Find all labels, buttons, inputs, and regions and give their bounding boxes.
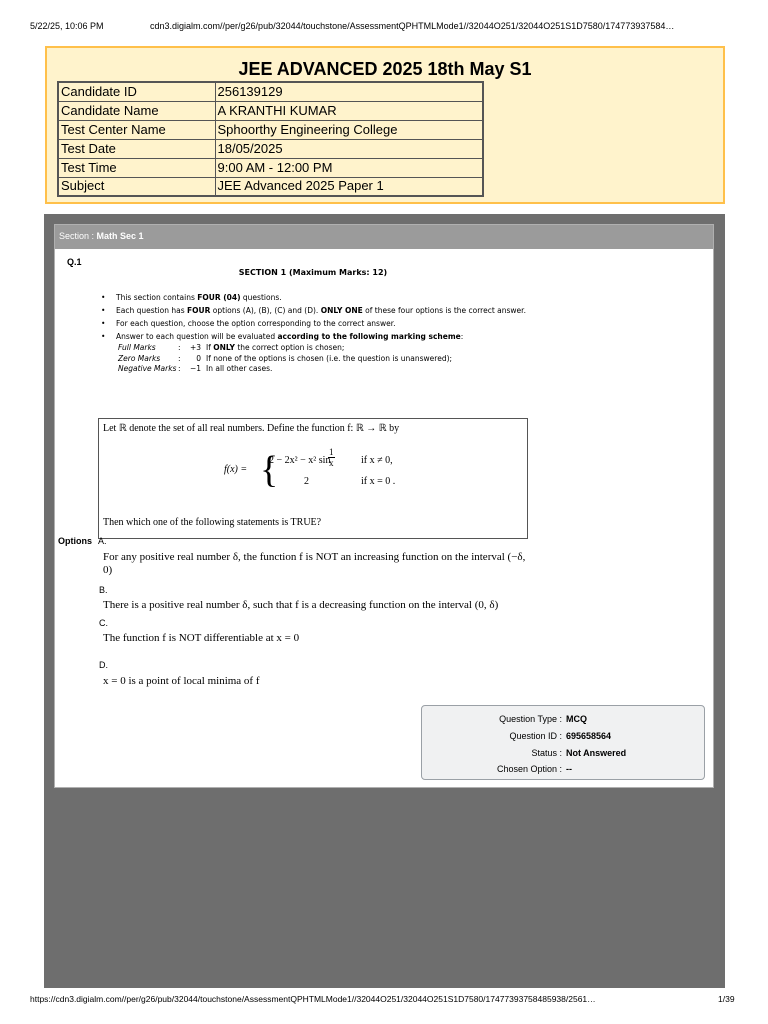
row-label: Test Date: [58, 139, 215, 158]
zero-marks-row: Zero Marks : 0 If none of the options is chosen (i.e. the question is unanswered);: [118, 353, 453, 363]
question-meta-panel: [421, 705, 705, 780]
formula-condition-2: if x = 0 .: [361, 476, 396, 487]
print-header: [0, 0, 768, 31]
question-id-value: 695658564: [566, 731, 612, 741]
negative-marks-row: Negative Marks : −1 In all other cases.: [118, 364, 273, 373]
question-type-value: MCQ: [566, 714, 587, 724]
table-row: [58, 158, 483, 177]
status-row: Status : Not Answered: [531, 748, 627, 758]
option-b-letter: B.: [99, 585, 108, 595]
section-bar: [55, 225, 713, 249]
question-number: Q.1: [67, 257, 82, 267]
status-value: Not Answered: [566, 748, 627, 758]
option-a-text: For any positive real number δ, the function f is NOT an increasing function on the interval (−δ, 0): [103, 551, 526, 576]
problem-intro: Let ℝ denote the set of all real numbers. Define the function f: ℝ → ℝ by: [103, 423, 400, 434]
row-value: A KRANTHI KUMAR: [215, 101, 483, 120]
question-card: [54, 224, 714, 788]
formula-lhs: f(x) =: [224, 464, 248, 475]
list-item: • For each question, choose the option corresponding to the correct answer.: [98, 317, 528, 330]
exam-title: JEE ADVANCED 2025 18th May S1: [238, 59, 532, 79]
list-item: • Answer to each question will be evaluated according to the following marking scheme:: [98, 330, 528, 343]
question-type-row: Question Type : MCQ: [499, 714, 587, 724]
footer-url[interactable]: https://cdn3.digialm.com//per/g26/pub/32044/touchstone/AssessmentQPHTMLMode1//32044O251/32044O251S1D7580/17477393758485938/2561…: [30, 994, 596, 1004]
formula-case-1: 2 − 2x² − x² sin: [269, 455, 331, 466]
section-instructions: [98, 258, 528, 418]
table-row: [58, 101, 483, 120]
page-number: 1/39: [718, 994, 735, 1004]
full-marks-row: Full Marks : +3 If ONLY the correct option is chosen;: [118, 343, 345, 352]
problem-statement: [98, 418, 528, 539]
problem-question: Then which one of the following statements is TRUE?: [103, 517, 322, 528]
table-row: [58, 139, 483, 158]
option-d-letter: D.: [99, 660, 108, 670]
option-c-text: The function f is NOT differentiable at x = 0: [103, 632, 300, 644]
list-item: • This section contains FOUR (04) questions.: [98, 291, 528, 304]
list-item: • Each question has FOUR options (A), (B), (C) and (D). ONLY ONE of these four options is the correct answer.: [98, 304, 528, 317]
instructions-list: [98, 291, 528, 343]
candidate-info-table: [57, 81, 484, 197]
row-label: Test Time: [58, 158, 215, 177]
print-datetime: 5/22/25, 10:06 PM: [30, 21, 104, 31]
table-row: [58, 82, 483, 101]
section-prefix: Section :: [59, 231, 97, 241]
option-d-text: x = 0 is a point of local minima of f: [103, 675, 260, 687]
section-name: Math Sec 1: [96, 231, 144, 241]
print-footer: [0, 994, 768, 1012]
left-brace-icon: {: [260, 449, 279, 491]
candidate-info-box: [45, 46, 725, 204]
row-value: 256139129: [215, 82, 483, 101]
row-value: JEE Advanced 2025 Paper 1: [215, 177, 483, 196]
piecewise-formula: [224, 445, 424, 505]
row-label: Test Center Name: [58, 120, 215, 139]
table-row: [58, 120, 483, 139]
formula-condition-1: if x ≠ 0,: [361, 455, 393, 466]
chosen-option-row: Chosen Option : --: [496, 764, 572, 774]
options-label: Options: [58, 536, 92, 546]
formula-case-2: 2: [304, 476, 309, 487]
instructions-title: SECTION 1 (Maximum Marks: 12): [238, 268, 388, 277]
table-row: [58, 177, 483, 196]
question-id-row: Question ID : 695658564: [509, 731, 612, 741]
option-b-text: There is a positive real number δ, such that f is a decreasing function on the interval (0, δ): [103, 599, 499, 611]
row-label: Subject: [58, 177, 215, 196]
row-label: Candidate ID: [58, 82, 215, 101]
row-value: 9:00 AM - 12:00 PM: [215, 158, 483, 177]
row-value: 18/05/2025: [215, 139, 483, 158]
chosen-option-value: --: [566, 764, 572, 774]
print-url[interactable]: cdn3.digialm.com//per/g26/pub/32044/touchstone/AssessmentQPHTMLMode1//32044O251/32044O251S1D7580/174773937584…: [150, 21, 675, 31]
question-panel-background: [44, 214, 725, 988]
option-c-letter: C.: [99, 618, 108, 628]
row-value: Sphoorthy Engineering College: [215, 120, 483, 139]
formula-fraction: $\frac{1}{x}$: [329, 447, 334, 468]
option-a-letter: A.: [98, 536, 107, 546]
row-label: Candidate Name: [58, 101, 215, 120]
